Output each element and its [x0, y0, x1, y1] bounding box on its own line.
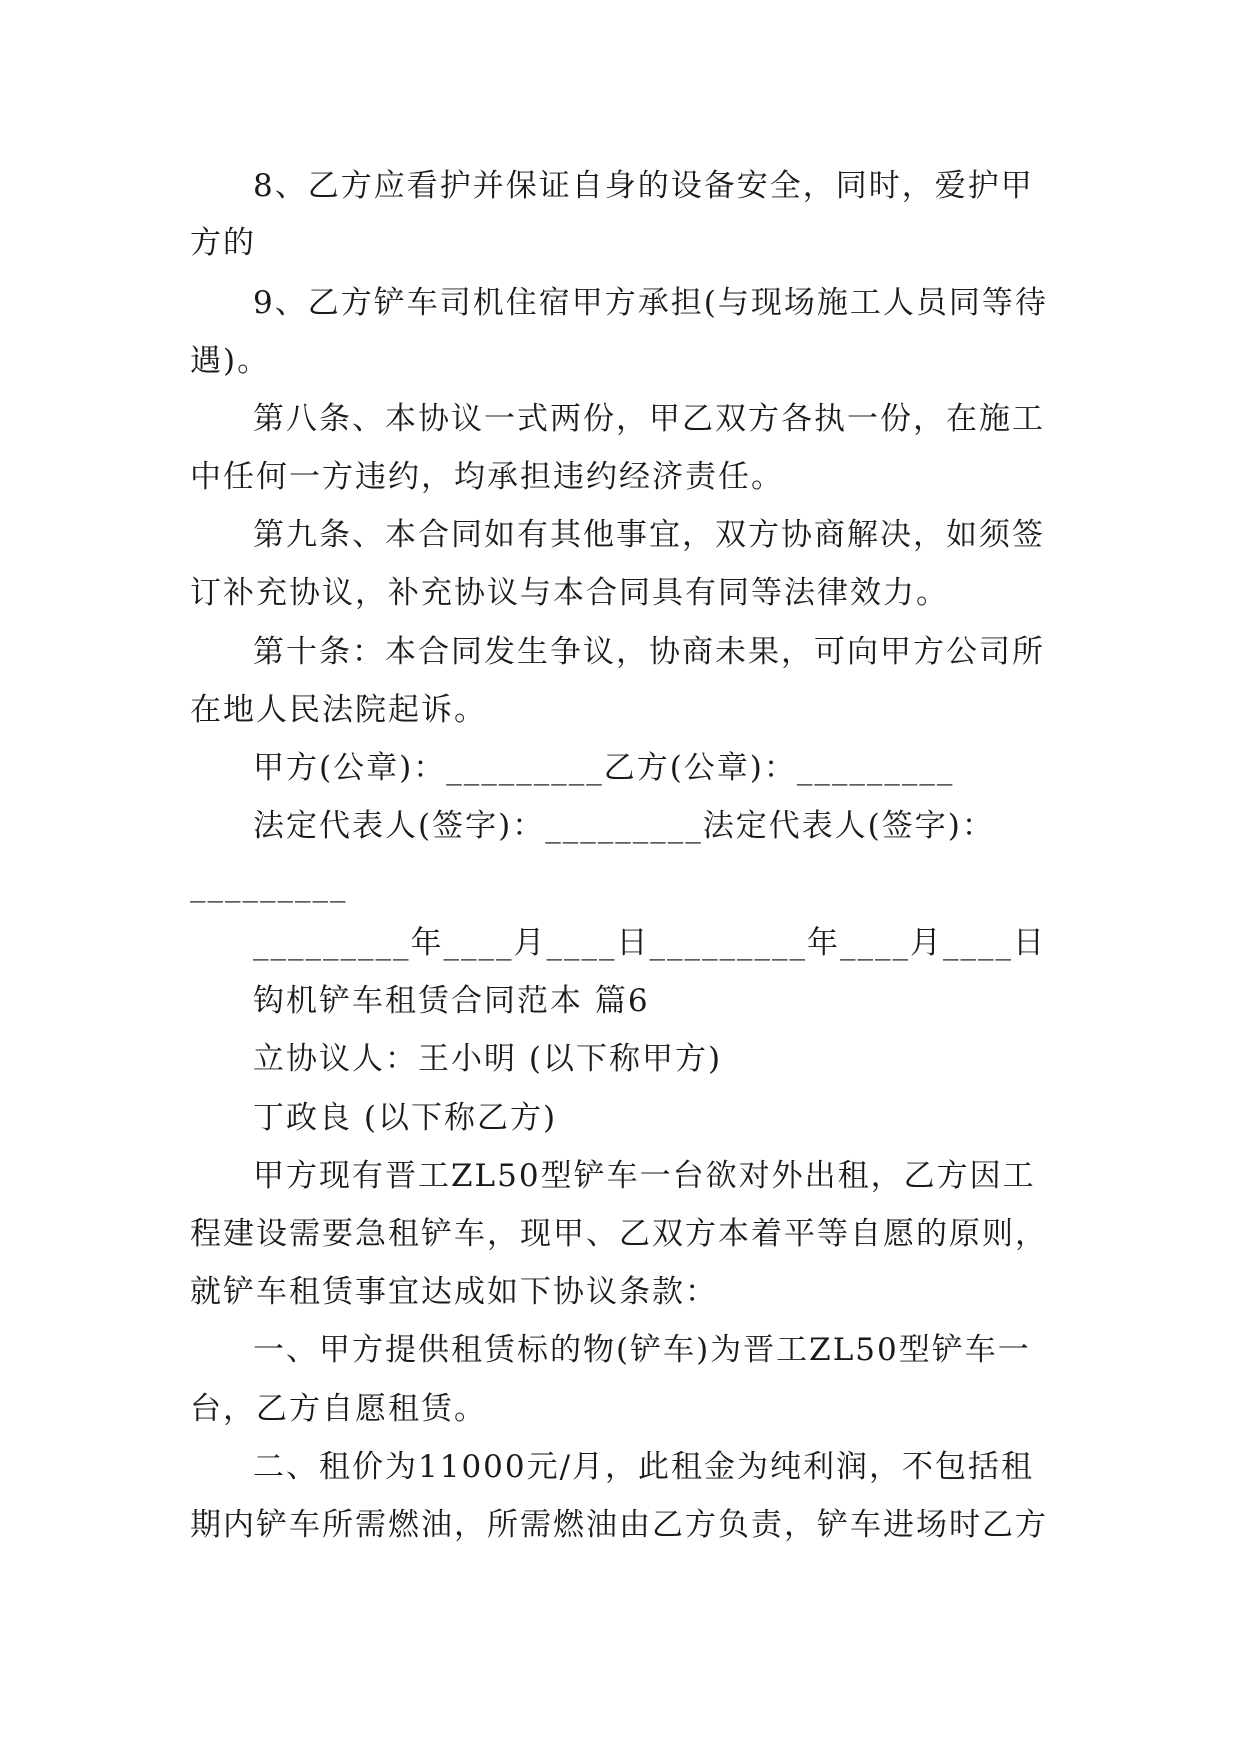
- preamble-line-3: 就铲车租赁事宜达成如下协议条款：: [190, 1274, 718, 1310]
- party-b-line: 丁政良 (以下称乙方): [253, 1100, 558, 1136]
- representative-signature-line: 法定代表人(签字)：_________法定代表人(签字)：: [253, 808, 995, 844]
- article-9-line-1: 第九条、本合同如有其他事宜，双方协商解决，如须签: [253, 517, 1045, 553]
- article-10-line-1: 第十条：本合同发生争议，协商未果，可向甲方公司所: [253, 634, 1045, 670]
- clause-8-line-2: 方的: [190, 225, 256, 261]
- section-heading: 钩机铲车租赁合同范本 篇6: [253, 983, 650, 1019]
- date-line: _________年____月____日_________年____月____日: [253, 925, 1046, 961]
- preamble-line-1: 甲方现有晋工ZL50型铲车一台欲对外出租，乙方因工: [253, 1158, 1036, 1194]
- term-2-line-1: 二、租价为11000元/月，此租金为纯利润，不包括租: [253, 1449, 1035, 1485]
- term-1-line-1: 一、甲方提供租赁标的物(铲车)为晋工ZL50型铲车一: [253, 1332, 1031, 1368]
- representative-blank-line: _________: [190, 867, 348, 903]
- preamble-line-2: 程建设需要急租铲车，现甲、乙双方本着平等自愿的原则，: [190, 1216, 1048, 1252]
- seal-signature-line: 甲方(公章)：_________乙方(公章)：_________: [253, 750, 955, 786]
- clause-8-line-1: 8、乙方应看护并保证自身的设备安全，同时，爱护甲: [253, 168, 1034, 204]
- clause-9-line-1: 9、乙方铲车司机住宿甲方承担(与现场施工人员同等待: [253, 285, 1048, 321]
- term-2-line-2: 期内铲车所需燃油，所需燃油由乙方负责，铲车进场时乙方: [190, 1507, 1048, 1543]
- article-8-line-1: 第八条、本协议一式两份，甲乙双方各执一份，在施工: [253, 401, 1045, 437]
- party-a-line: 立协议人：王小明 (以下称甲方): [253, 1041, 723, 1077]
- article-8-line-2: 中任何一方违约，均承担违约经济责任。: [190, 459, 784, 495]
- article-10-line-2: 在地人民法院起诉。: [190, 692, 487, 728]
- term-1-line-2: 台，乙方自愿租赁。: [190, 1391, 487, 1427]
- article-9-line-2: 订补充协议，补充协议与本合同具有同等法律效力。: [190, 575, 949, 611]
- clause-9-line-2: 遇)。: [190, 343, 271, 379]
